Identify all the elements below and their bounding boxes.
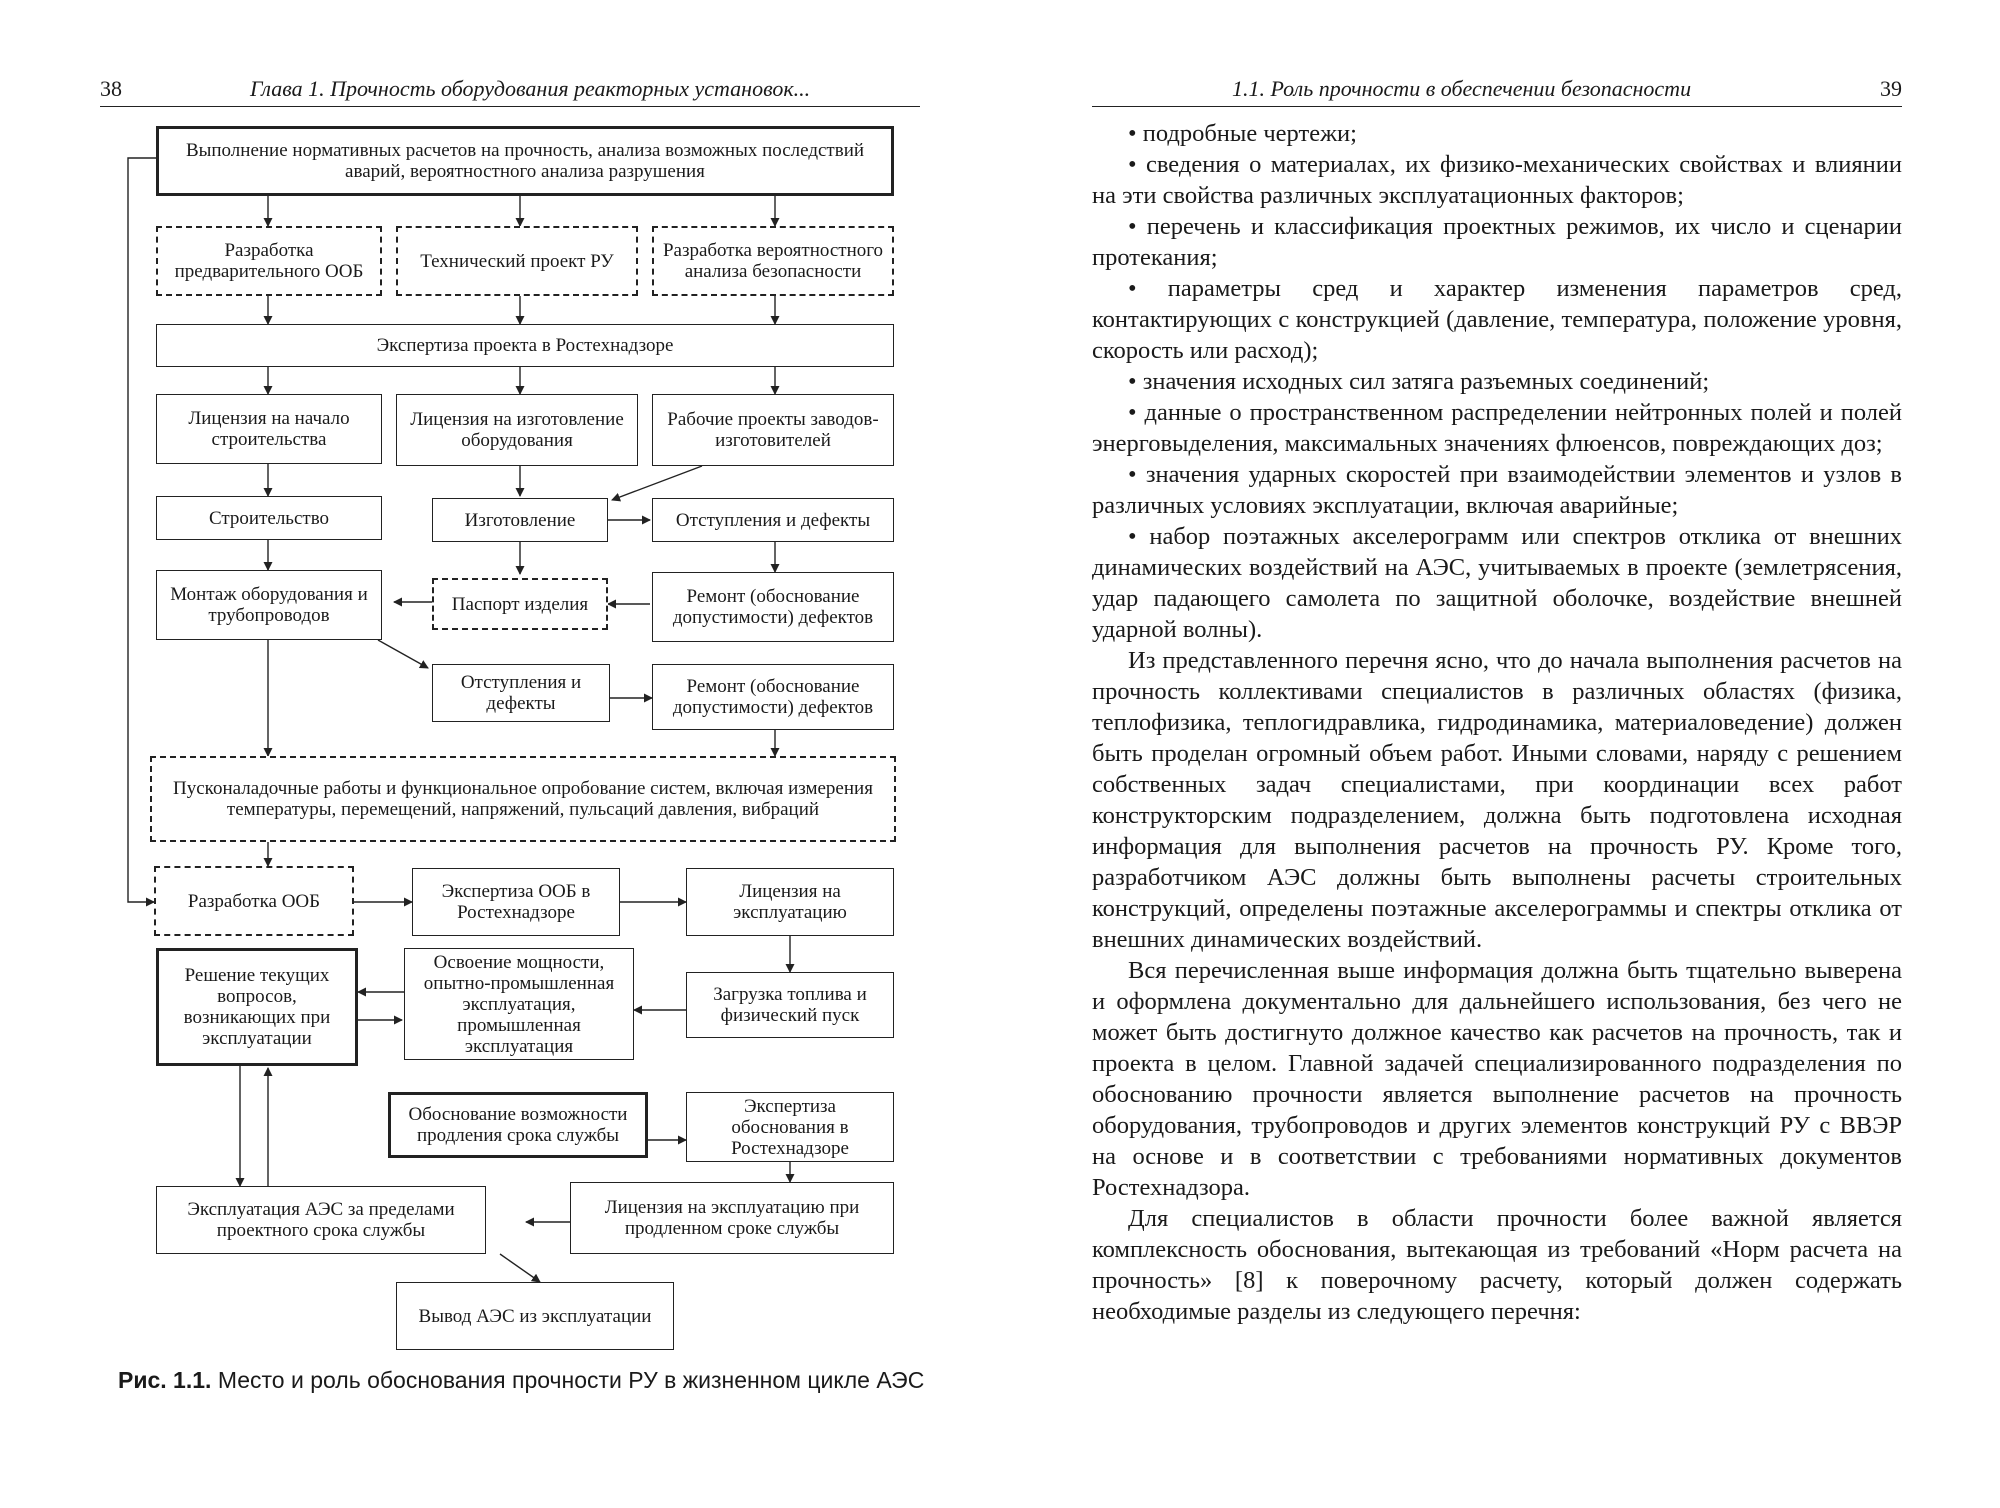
bullet-item: • сведения о материалах, их физико-механических свойствах и влиянии на эти свойства различных эксплуатационных факторов; xyxy=(1092,149,1902,211)
flow-box-oob-expertise: Экспертиза ООБ в Ростехнадзоре xyxy=(412,868,620,936)
left-page-number: 38 xyxy=(100,76,122,101)
flow-box-construction-license: Лицензия на начало строительства xyxy=(156,394,382,464)
flow-box-decommissioning: Вывод АЭС из эксплуатации xyxy=(396,1282,674,1350)
flow-box-deviations-defects-1: Отступления и дефекты xyxy=(652,498,894,542)
flow-box-current-issues: Решение текущих вопросов, возникающих при эксплуатации xyxy=(156,948,358,1066)
flow-box-project-expertise: Экспертиза проекта в Ростехнадзоре xyxy=(156,324,894,367)
bullet-item: • набор поэтажных акселерограмм или спектров отклика от внешних динамических воздействий на АЭС, учитываемых в проекте (землетрясения, удар падающего самолета по защитной оболочке, воздействие внешней ударной волны). xyxy=(1092,521,1902,645)
flow-box-product-passport: Паспорт изделия xyxy=(432,578,608,630)
right-running-head-title: 1.1. Роль прочности в обеспечении безопасности xyxy=(1232,76,1692,101)
flow-box-installation: Монтаж оборудования и трубопроводов xyxy=(156,570,382,640)
flow-box-extended-license: Лицензия на эксплуатацию при продленном сроке службы xyxy=(570,1182,894,1254)
left-running-head-title: Глава 1. Прочность оборудования реакторных установок... xyxy=(250,76,811,101)
flow-box-manufacturing: Изготовление xyxy=(432,498,608,542)
flow-box-technical-project: Технический проект РУ xyxy=(396,226,638,296)
bullet-item: • подробные чертежи; xyxy=(1092,118,1902,149)
bullet-item: • перечень и классификация проектных режимов, их число и сценарии протекания; xyxy=(1092,211,1902,273)
flowchart xyxy=(0,0,1000,1420)
flow-box-extended-operation: Эксплуатация АЭС за пределами проектного срока службы xyxy=(156,1186,486,1254)
right-page-number: 39 xyxy=(1880,76,1902,101)
flow-box-life-extension-justification: Обоснование возможности продления срока службы xyxy=(388,1092,648,1158)
flow-box-normative-calculations: Выполнение нормативных расчетов на прочность, анализа возможных последствий аварий, вероятностного анализа разрушения xyxy=(156,126,894,196)
arrow xyxy=(612,466,702,500)
body-paragraph: Для специалистов в области прочности более важной является комплексность обоснования, вытекающая из требований «Норм расчета на прочность» [8] к поверочному расчету, который должен содержать необходимые разделы из следующего перечня: xyxy=(1092,1205,1902,1325)
body-paragraph: Вся перечисленная выше информация должна быть тщательно выверена и оформлена документально для дальнейшего использования, без чего не может быть достигнуто должное качество как расчетов на прочность, так и проекта в целом. Главной задачей специализированного подразделения по обоснованию прочности является выполнение расчетов на прочность оборудования, трубопроводов и других элементов конструкций РУ с ВВЭР на основе и в соответствии с требованиями нормативных документов Ростехнадзора. xyxy=(1092,957,1902,1201)
right-body-text xyxy=(1092,118,1902,1327)
figure-caption-text: Место и роль обоснования прочности РУ в жизненном цикле АЭС xyxy=(217,1367,925,1393)
flow-box-repair-defects-2: Ремонт (обоснование допустимости) дефектов xyxy=(652,664,894,730)
figure-caption xyxy=(118,1367,948,1394)
bullet-item: • параметры сред и характер изменения параметров сред, контактирующих с конструкцией (давление, температура, положение уровня, скорость или расход); xyxy=(1092,273,1902,366)
bullet-item: • данные о пространственном распределении нейтронных полей и полей энерговыделения, максимальных значениях флюенсов, повреждающих доз; xyxy=(1092,397,1902,459)
flow-box-manufacturing-license: Лицензия на изготовление оборудования xyxy=(396,394,638,466)
flow-box-probabilistic-analysis: Разработка вероятностного анализа безопасности xyxy=(652,226,894,296)
arrow xyxy=(378,640,428,668)
body-paragraph: Из представленного перечня ясно, что до начала выполнения расчетов на прочность коллективами специалистов в различных областях (физика, теплофизика, теплогидравлика, гидродинамика, материаловедение) должен быть проделан огромный объем работ. Иными словами, наряду с решением собственных задач специалистами, при координации всех работ конструкторским подразделением, должна быть подготовлена исходная информация для выполнения расчетов на прочность РУ. Кроме того, разработчиком АЭС должны быть выполнены расчеты строительных конструкций, определены поэтажные акселерограммы и спектры отклика от внешних динамических воздействий. xyxy=(1092,647,1902,953)
flow-box-operation-license: Лицензия на эксплуатацию xyxy=(686,868,894,936)
flow-box-deviations-defects-2: Отступления и дефекты xyxy=(432,664,610,722)
flow-box-repair-defects-1: Ремонт (обоснование допустимости) дефектов xyxy=(652,572,894,642)
right-running-head xyxy=(1092,72,1902,107)
figure-caption-label: Рис. 1.1. xyxy=(118,1367,212,1393)
arrow xyxy=(500,1254,540,1282)
flow-box-commissioning: Пусконаладочные работы и функциональное опробование систем, включая измерения температуры, перемещений, напряжений, пульсаций давления, вибраций xyxy=(150,756,896,842)
flow-box-preliminary-oob: Разработка предварительного ООБ xyxy=(156,226,382,296)
flow-box-power-mastering: Освоение мощности, опытно-промышленная эксплуатация, промышленная эксплуатация xyxy=(404,948,634,1060)
bullet-item: • значения ударных скоростей при взаимодействии элементов и узлов в различных условиях эксплуатации, включая аварийные; xyxy=(1092,459,1902,521)
flow-box-construction: Строительство xyxy=(156,496,382,540)
flow-box-oob-development: Разработка ООБ xyxy=(154,866,354,936)
flow-box-justification-expertise: Экспертиза обоснования в Ростехнадзоре xyxy=(686,1092,894,1162)
flow-box-fuel-loading: Загрузка топлива и физический пуск xyxy=(686,972,894,1038)
flow-box-working-projects: Рабочие проекты заводов-изготовителей xyxy=(652,394,894,466)
bullet-item: • значения исходных сил затяга разъемных соединений; xyxy=(1092,366,1902,397)
